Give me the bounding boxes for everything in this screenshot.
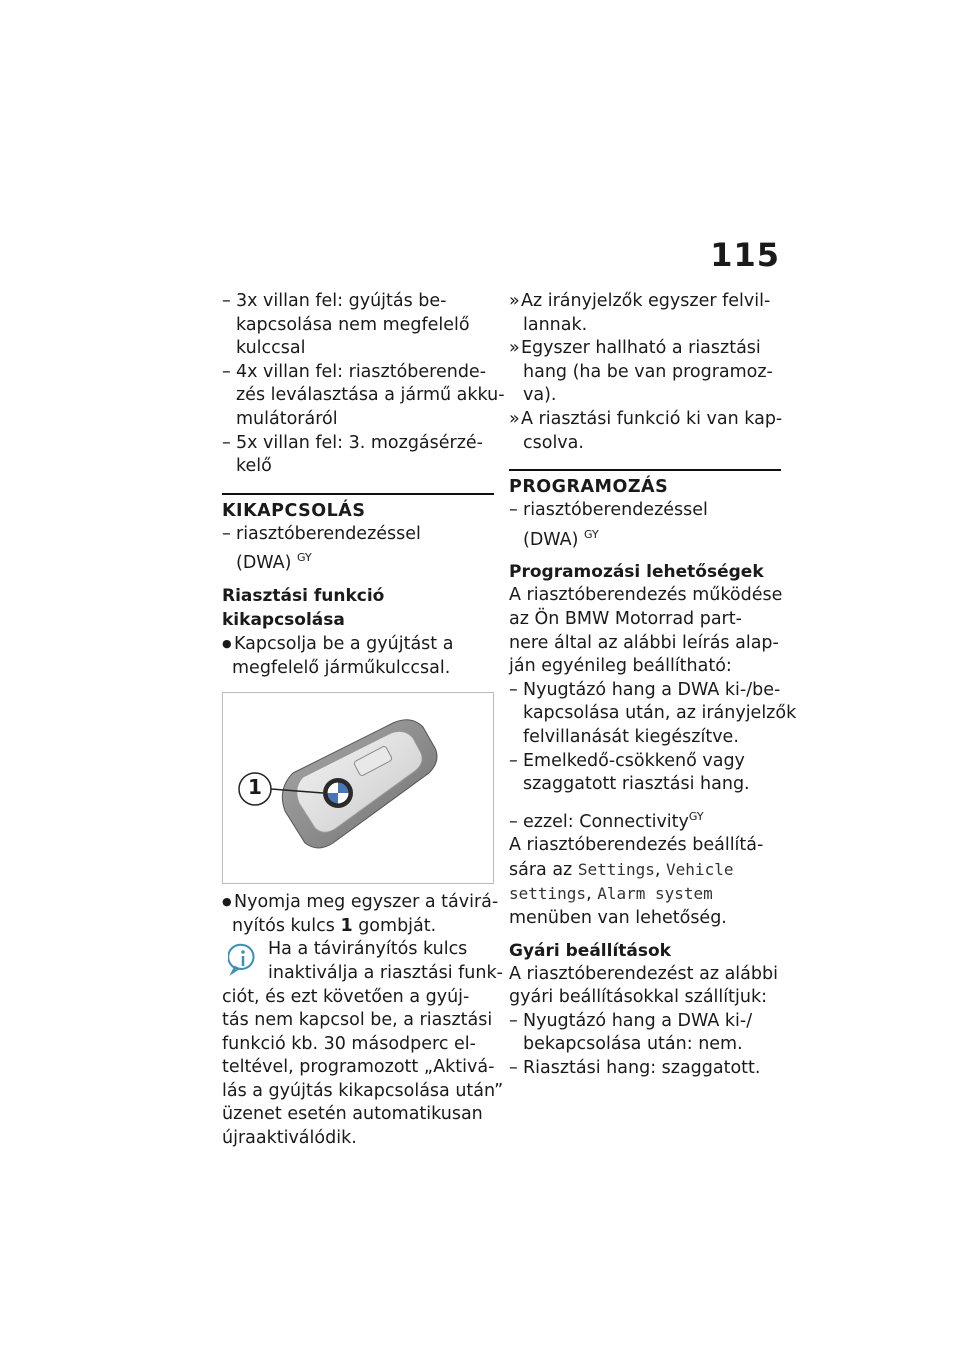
para-text bbox=[509, 882, 781, 907]
connectivity-label: ezzel: Connectivity bbox=[523, 811, 689, 832]
gy-marker: GY bbox=[688, 809, 704, 823]
result-item: » Egyszer hallható a riasztási bbox=[509, 337, 781, 361]
button-ref-1: 1 bbox=[340, 915, 353, 936]
press-text: nyítós kulcs bbox=[232, 915, 335, 936]
para-text: ján egyénileg beállítható: bbox=[509, 656, 732, 677]
subhead-factory-settings: Gyári beállítások bbox=[509, 940, 671, 961]
info-note bbox=[222, 938, 504, 1150]
para-text: A riasztóberendezést az alábbi bbox=[509, 963, 778, 984]
para-text: A riasztóberendezés működése bbox=[509, 585, 783, 606]
gy-marker: GY bbox=[297, 551, 312, 565]
section-title-kikapcsolas: KIKAPCSOLÁS bbox=[222, 500, 366, 521]
result-item-cont: va). bbox=[523, 385, 557, 406]
blink-4x-item: – 4x villan fel: riasztóberende- bbox=[222, 361, 494, 385]
result-item-cont: hang (ha be van programoz- bbox=[523, 361, 773, 382]
blink-3x-item: – 3x villan fel: gyújtás be- bbox=[222, 290, 494, 314]
para-text-span: sára az bbox=[509, 859, 573, 880]
dwa-condition-cont bbox=[222, 546, 494, 576]
subhead-programming-options: Programozási lehetőségek bbox=[509, 562, 764, 583]
result-item: » A riasztási funkció ki van kap- bbox=[509, 408, 781, 432]
info-icon bbox=[228, 942, 258, 976]
info-text: tás nem kapcsol be, a riasztási bbox=[222, 1010, 493, 1031]
para-text: A riasztóberendezés beállítá- bbox=[509, 835, 764, 856]
page-number: 115 bbox=[710, 236, 780, 274]
result-item-cont: csolva. bbox=[523, 432, 584, 453]
menu-settings: Settings bbox=[577, 859, 655, 879]
section-title-programozas: PROGRAMOZÁS bbox=[509, 477, 669, 498]
gy-marker: GY bbox=[584, 527, 599, 541]
result-item-cont: lannak. bbox=[523, 314, 588, 335]
dwa-condition: – riasztóberendezéssel bbox=[509, 499, 781, 523]
blink-4x-item-cont: zés leválasztása a jármű akku- bbox=[236, 385, 505, 406]
result-item: » Az irányjelzők egyszer felvil- bbox=[509, 290, 781, 314]
left-column bbox=[222, 290, 505, 1151]
key-fob-figure bbox=[222, 692, 494, 884]
comma: , bbox=[654, 859, 661, 880]
info-text: ciót, és ezt követően a gyúj- bbox=[222, 986, 470, 1007]
blink-4x-item-cont: mulátoráról bbox=[236, 408, 338, 429]
blink-3x-item-cont: kulccsal bbox=[236, 338, 306, 359]
callout-1: 1 bbox=[248, 775, 262, 800]
dwa-label: (DWA) bbox=[523, 529, 579, 550]
section-rule bbox=[509, 469, 781, 471]
para-text: menüben van lehetőség. bbox=[509, 908, 727, 929]
blink-3x-item-cont: kapcsolása nem megfelelő bbox=[236, 314, 470, 335]
option-item: – Emelkedő-csökkenő vagy bbox=[509, 750, 781, 774]
comma: , bbox=[586, 884, 592, 905]
default-item-cont: bekapcsolása után: nem. bbox=[523, 1034, 743, 1055]
para-text: nere által az alábbi leírás alap- bbox=[509, 632, 779, 653]
connectivity-condition bbox=[509, 805, 781, 835]
dwa-condition: – riasztóberendezéssel bbox=[222, 523, 494, 547]
info-text: inaktiválja a riasztási funk- bbox=[268, 962, 503, 983]
blink-5x-item-cont: kelő bbox=[236, 456, 272, 477]
option-item: – Nyugtázó hang a DWA ki-/be- bbox=[509, 679, 781, 703]
info-text: üzenet esetén automatikusan bbox=[222, 1104, 483, 1125]
default-item: – Riasztási hang: szaggatott. bbox=[509, 1057, 781, 1081]
info-text: teltével, programozott „Aktivá- bbox=[222, 1057, 495, 1078]
default-item: – Nyugtázó hang a DWA ki-/ bbox=[509, 1010, 781, 1034]
subhead-alarm-off: Riasztási funkció kikapcsolása bbox=[222, 585, 385, 630]
para-text: gyári beállításokkal szállítjuk: bbox=[509, 987, 767, 1008]
ignition-bullet-cont: megfelelő járműkulccsal. bbox=[232, 657, 451, 678]
press-button-bullet-cont bbox=[222, 915, 494, 939]
ignition-bullet: ● Kapcsolja be a gyújtást a bbox=[222, 632, 494, 657]
option-item-cont: kapcsolása után, az irányjelzők bbox=[523, 703, 797, 724]
menu-vehicle: Vehicle bbox=[666, 859, 734, 879]
press-button-bullet: ● Nyomja meg egyszer a távirá- bbox=[222, 890, 494, 915]
info-text: funkció kb. 30 másodperc el- bbox=[222, 1033, 476, 1054]
section-rule bbox=[222, 493, 494, 495]
para-text: az Ön BMW Motorrad part- bbox=[509, 608, 742, 629]
right-column bbox=[509, 290, 797, 1081]
press-text-end: gombját. bbox=[358, 915, 437, 936]
info-text: Ha a távirányítós kulcs bbox=[268, 939, 468, 960]
para-text bbox=[509, 858, 781, 883]
menu-alarm-system: Alarm system bbox=[597, 884, 713, 904]
info-text: lás a gyújtás kikapcsolása után” bbox=[222, 1080, 504, 1101]
menu-vehicle-settings: settings bbox=[509, 884, 587, 904]
info-text: újraaktiválódik. bbox=[222, 1128, 357, 1149]
option-item-cont: szaggatott riasztási hang. bbox=[523, 774, 750, 795]
option-item-cont: felvillanását kiegészítve. bbox=[523, 726, 739, 747]
dwa-condition-cont bbox=[509, 523, 781, 553]
dwa-label: (DWA) bbox=[236, 553, 292, 574]
blink-5x-item: – 5x villan fel: 3. mozgásérzé- bbox=[222, 432, 494, 456]
